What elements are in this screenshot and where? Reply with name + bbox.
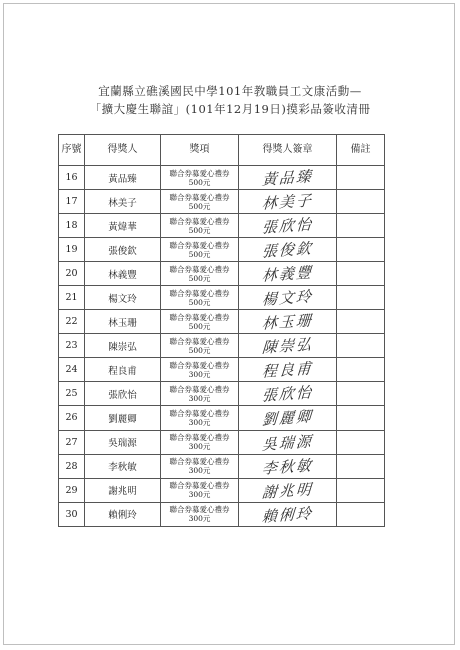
table-row [59,454,385,478]
row-note [337,166,385,190]
receipt-table [58,134,385,527]
prize-name: 聯合券募愛心禮券 [169,336,230,346]
prize-amount: 300元 [188,442,211,452]
row-seq: 23 [59,334,85,358]
handwritten-signature: 吳瑞源 [261,431,314,454]
table-row [59,190,385,214]
prize-amount: 500元 [188,273,211,283]
row-winner: 楊文玲 [85,286,161,310]
prize-name: 聯合券募愛心禮券 [169,408,230,418]
handwritten-signature: 李秋敏 [261,455,314,478]
prize-name: 聯合券募愛心禮券 [169,264,230,274]
row-winner: 程良甫 [85,358,161,382]
row-winner: 賴俐玲 [85,502,161,526]
row-signature [239,286,337,310]
table-row [59,478,385,502]
table-row [59,286,385,310]
row-prize [161,406,239,430]
prize-amount: 300元 [188,369,211,379]
row-seq: 29 [59,478,85,502]
prize-amount: 500元 [188,201,211,211]
prize-amount: 300元 [188,466,211,476]
prize-amount: 300元 [188,417,211,427]
prize-amount: 500元 [188,225,211,235]
row-winner: 陳崇弘 [85,334,161,358]
row-winner: 劉麗卿 [85,406,161,430]
row-seq: 20 [59,262,85,286]
table-row [59,310,385,334]
row-seq: 28 [59,454,85,478]
table-row [59,238,385,262]
row-winner: 黃煒華 [85,214,161,238]
table-row [59,382,385,406]
prize-name: 聯合券募愛心禮券 [169,457,230,467]
row-winner: 張俊欽 [85,238,161,262]
table-row [59,166,385,190]
row-note [337,382,385,406]
row-prize [161,190,239,214]
row-prize [161,502,239,526]
row-seq: 22 [59,310,85,334]
document-title-line2: 「擴大慶生聯誼」(101年12月19日)摸彩品簽收清冊 [89,102,371,116]
row-signature [239,334,337,358]
row-winner: 張欣怡 [85,382,161,406]
row-winner: 林義豐 [85,262,161,286]
prize-name: 聯合券募愛心禮券 [169,240,230,250]
table-row [59,334,385,358]
table-row [59,214,385,238]
row-signature [239,166,337,190]
row-note [337,478,385,502]
row-seq: 26 [59,406,85,430]
prize-name: 聯合券募愛心禮券 [169,216,230,226]
prize-name: 聯合券募愛心禮券 [169,360,230,370]
handwritten-signature: 賴俐玲 [261,503,314,526]
row-winner: 李秋敏 [85,454,161,478]
prize-amount: 500元 [188,297,211,307]
row-note [337,454,385,478]
row-seq: 18 [59,214,85,238]
row-note [337,310,385,334]
row-note [337,358,385,382]
table-row [59,406,385,430]
row-winner: 謝兆明 [85,478,161,502]
row-signature [239,190,337,214]
header-prize: 獎項 [161,135,239,166]
prize-amount: 300元 [188,393,211,403]
row-prize [161,310,239,334]
row-note [337,214,385,238]
table-row [59,358,385,382]
row-signature [239,406,337,430]
prize-amount: 300元 [188,490,211,500]
row-prize [161,382,239,406]
row-winner: 黃品臻 [85,166,161,190]
header-signature: 得獎人簽章 [239,135,337,166]
row-signature [239,430,337,454]
prize-name: 聯合券募愛心禮券 [169,433,230,443]
row-note [337,406,385,430]
row-seq: 19 [59,238,85,262]
prize-name: 聯合券募愛心禮券 [169,481,230,491]
handwritten-signature: 黃品臻 [261,167,314,189]
row-seq: 25 [59,382,85,406]
table-row [59,262,385,286]
handwritten-signature: 陳崇弘 [261,335,314,358]
row-signature [239,478,337,502]
row-prize [161,478,239,502]
row-seq: 24 [59,358,85,382]
prize-amount: 300元 [188,514,211,524]
row-signature [239,310,337,334]
row-prize [161,286,239,310]
table-body [59,166,385,527]
row-winner: 林美子 [85,190,161,214]
prize-name: 聯合券募愛心禮券 [169,168,230,178]
row-seq: 30 [59,502,85,526]
row-signature [239,382,337,406]
prize-amount: 500元 [188,321,211,331]
row-winner: 林玉珊 [85,310,161,334]
row-signature [239,238,337,262]
header-winner: 得獎人 [85,135,161,166]
row-note [337,238,385,262]
row-note [337,502,385,526]
row-signature [239,262,337,286]
header-note: 備註 [337,135,385,166]
row-note [337,262,385,286]
row-prize [161,358,239,382]
handwritten-signature: 林美子 [261,191,314,213]
handwritten-signature: 張欣怡 [261,215,314,237]
table-header-row [59,135,385,166]
row-seq: 16 [59,166,85,190]
row-note [337,190,385,214]
prize-name: 聯合券募愛心禮券 [169,312,230,322]
handwritten-signature: 劉麗卿 [261,407,314,430]
row-signature [239,454,337,478]
header-seq: 序號 [59,135,85,166]
prize-name: 聯合券募愛心禮券 [169,288,230,298]
row-seq: 21 [59,286,85,310]
handwritten-signature: 林玉珊 [261,311,314,334]
row-signature [239,214,337,238]
row-prize [161,454,239,478]
prize-amount: 500元 [188,177,211,187]
row-prize [161,334,239,358]
row-note [337,430,385,454]
row-prize [161,262,239,286]
table-row [59,502,385,526]
handwritten-signature: 林義豐 [261,263,314,286]
row-winner: 吳瑞源 [85,430,161,454]
document-title-line1: 宜蘭縣立礁溪國民中學101年教職員工文康活動— [98,84,362,98]
row-prize [161,214,239,238]
handwritten-signature: 程良甫 [261,359,314,382]
handwritten-signature: 張俊欽 [261,239,314,262]
prize-amount: 500元 [188,345,211,355]
row-prize [161,238,239,262]
prize-name: 聯合券募愛心禮券 [169,384,230,394]
prize-name: 聯合券募愛心禮券 [169,505,230,515]
row-seq: 27 [59,430,85,454]
row-note [337,286,385,310]
row-seq: 17 [59,190,85,214]
row-prize [161,166,239,190]
handwritten-signature: 楊文玲 [261,287,314,310]
row-signature [239,502,337,526]
handwritten-signature: 謝兆明 [261,479,314,502]
prize-name: 聯合券募愛心禮券 [169,192,230,202]
table-row [59,430,385,454]
prize-amount: 500元 [188,249,211,259]
row-signature [239,358,337,382]
handwritten-signature: 張欣怡 [261,383,314,406]
row-note [337,334,385,358]
row-prize [161,430,239,454]
